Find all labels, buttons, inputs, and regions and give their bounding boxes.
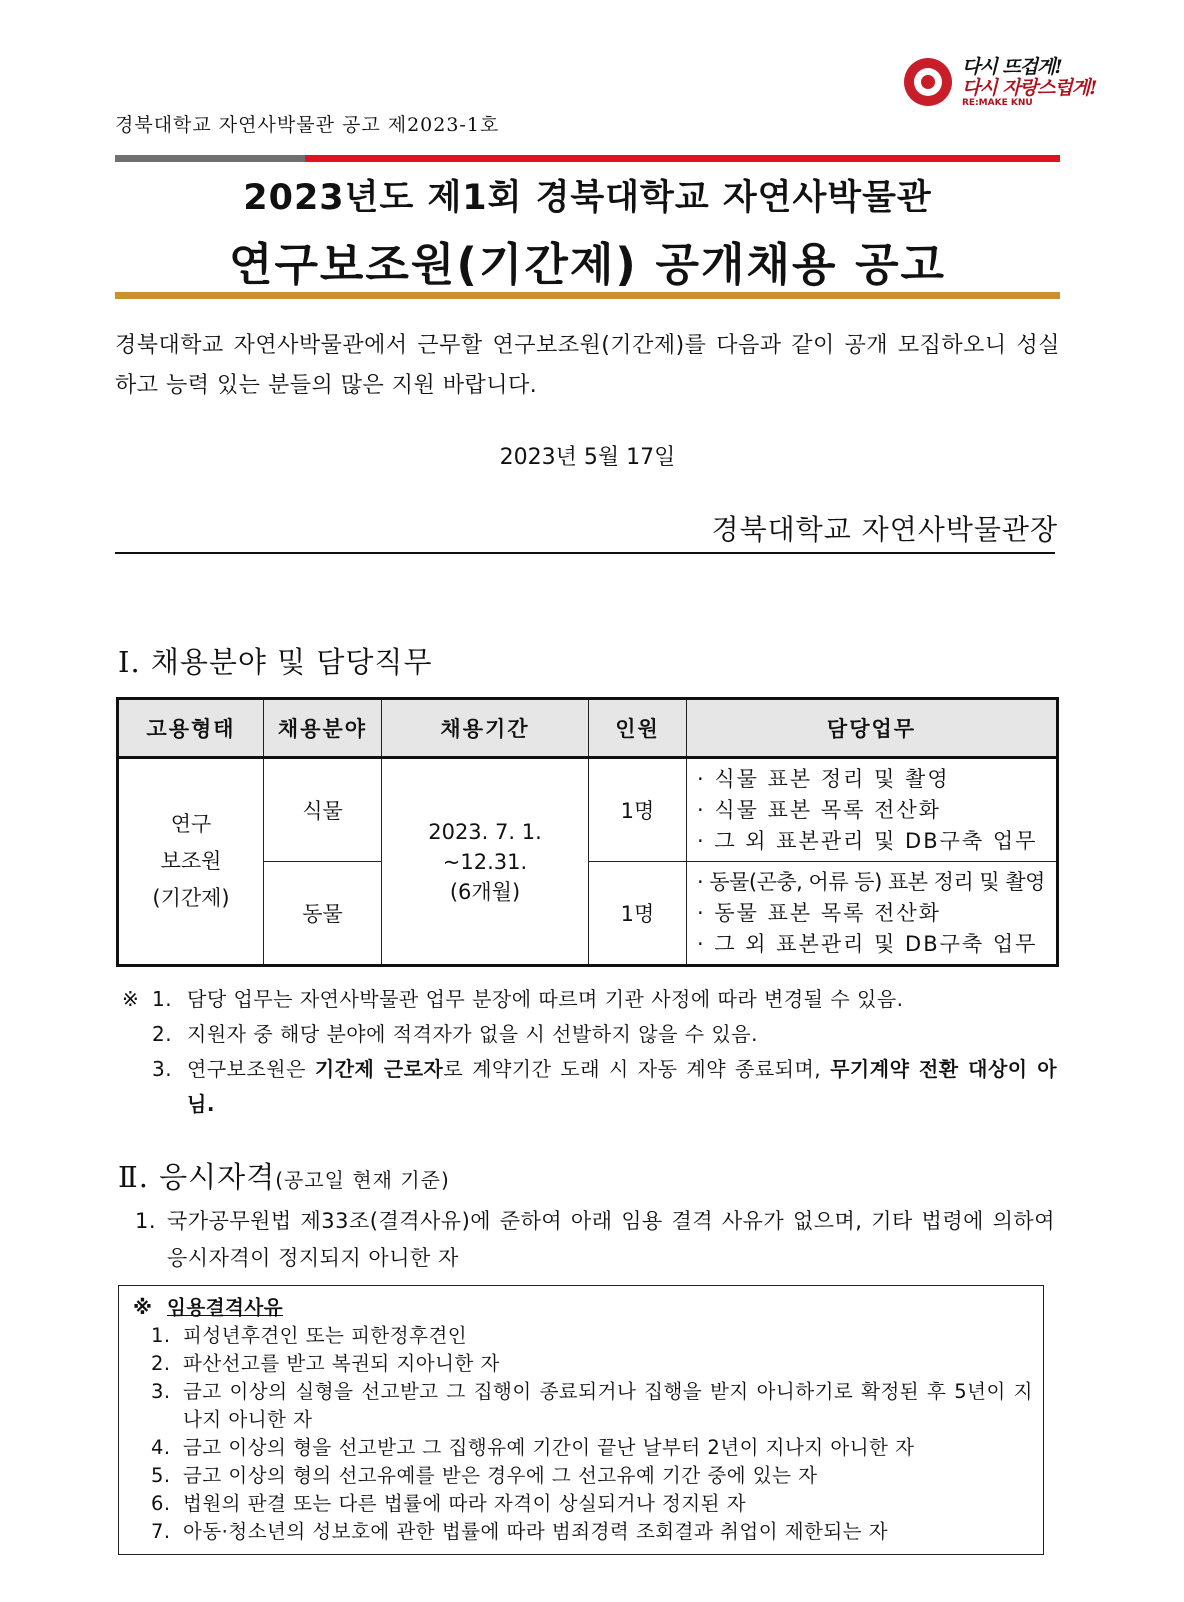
list-item: 7. 아동·청소년의 성보호에 관한 법률에 따라 범죄경력 조회결과 취업이 제한되는 자	[151, 1520, 889, 1543]
note-item	[122, 1052, 1057, 1122]
disqualification-box	[118, 1285, 1044, 1555]
employment-type-line: (기간제)	[152, 886, 230, 910]
qualification-item	[135, 1203, 1055, 1277]
logo-slogan-line1: 다시 뜨겁게!	[962, 56, 1062, 78]
university-seal-icon	[904, 58, 952, 106]
title-line2: 연구보조원(기간제) 공개채용 공고	[228, 238, 947, 291]
list-item: 5. 금고 이상의 형의 선고유예를 받은 경우에 그 선고유예 기간 중에 있는 자	[151, 1464, 818, 1487]
note-text: 지원자 중 해당 분야에 적격자가 없을 시 선발하지 않을 수 있음.	[187, 1022, 758, 1046]
note-item	[122, 1017, 1057, 1052]
list-item: 4. 금고 이상의 형을 선고받고 그 집행유예 기간이 끝난 날부터 2년이 지나지 아니한 자	[151, 1436, 915, 1459]
list-item: 6. 법원의 판결 또는 다른 법률에 따라 자격이 상실되거나 정지된 자	[151, 1492, 747, 1515]
duty-item: · 그 외 표본관리 및 DB구축 업무	[697, 828, 1038, 853]
table-row	[118, 758, 1058, 862]
duty-item: · 동물(곤충, 어류 등) 표본 정리 및 촬영	[697, 869, 1045, 894]
note-mark: ※	[122, 987, 140, 1011]
field-cell: 동물	[264, 862, 382, 966]
table-notes	[122, 982, 1057, 1122]
note-number: 3.	[152, 1057, 173, 1081]
duty-item: · 동물 표본 목록 전산화	[697, 900, 941, 925]
employment-type-line: 보조원	[160, 849, 222, 873]
list-item: 3. 금고 이상의 실형을 선고받고 그 집행이 종료되거나 집행을 받지 아니하기로 확정된 후 5년이 지나지 아니한 자	[151, 1380, 1033, 1431]
signature: 경북대학교 자연사박물관장	[711, 513, 1058, 546]
header-count: 인원	[589, 699, 687, 758]
qualification-text: 국가공무원법 제33조(결격사유)에 준하여 아래 임용 결격 사유가 없으며, 기타 법령에 의하여 응시자격이 정지되지 아니한 자	[167, 1209, 1055, 1270]
duties-cell	[687, 862, 1058, 966]
header-bar-red	[305, 155, 1060, 162]
period-line: 2023. 7. 1. ~12.31.	[428, 819, 542, 874]
duty-item: · 식물 표본 목록 전산화	[697, 797, 941, 822]
section2-heading-note: (공고일 현재 기준)	[275, 1168, 450, 1192]
logo-slogan-line2: 다시 자랑스럽게!	[962, 77, 1097, 99]
count-cell: 1명	[589, 758, 687, 862]
qualification-number: 1.	[135, 1209, 157, 1233]
note-text: 담당 업무는 자연사박물관 업무 분장에 따르며 기관 사정에 따라 변경될 수 있음.	[187, 987, 904, 1011]
notice-date: 2023년 5월 17일	[499, 445, 676, 470]
note-text: 연구보조원은 기간제 근로자로 계약기간 도래 시 자동 계약 종료되며, 무기계약 전환 대상이 아님.	[187, 1057, 1058, 1116]
header-duties: 담당업무	[687, 699, 1058, 758]
divider	[115, 552, 1055, 554]
period-cell	[382, 758, 589, 966]
table-header-row	[118, 699, 1058, 758]
note-emphasis: 기간제 근로자	[314, 1057, 444, 1081]
title-underline-bar	[115, 292, 1060, 299]
period-line: (6개월)	[449, 879, 521, 904]
title-line1: 2023년도 제1회 경북대학교 자연사박물관	[243, 178, 932, 218]
duties-cell	[687, 758, 1058, 862]
note-item	[122, 982, 1057, 1017]
list-item: 1. 피성년후견인 또는 피한정후견인	[151, 1324, 468, 1347]
count-cell: 1명	[589, 862, 687, 966]
field-cell: 식물	[264, 758, 382, 862]
jobs-table	[116, 697, 1059, 967]
header-period: 채용기간	[382, 699, 589, 758]
list-item: 2. 파산선고를 받고 복권되 지아니한 자	[151, 1352, 500, 1375]
university-logo	[904, 48, 1097, 118]
disqualification-title: ※ 임용결격사유	[133, 1296, 284, 1319]
employment-type-line: 연구	[170, 812, 212, 836]
employment-type-cell	[118, 758, 264, 966]
header-bar-grey	[115, 155, 305, 162]
intro-paragraph: 경북대학교 자연사박물관에서 근무할 연구보조원(기간제)를 다음과 같이 공개 모집하오니 성실하고 능력 있는 분들의 많은 지원 바랍니다.	[115, 333, 1060, 398]
duty-item: · 그 외 표본관리 및 DB구축 업무	[697, 931, 1038, 956]
note-number: 1.	[152, 987, 173, 1011]
duty-item: · 식물 표본 정리 및 촬영	[697, 766, 950, 791]
header-field: 채용분야	[264, 699, 382, 758]
section1-heading: Ⅰ. 채용분야 및 담당직무	[118, 645, 433, 679]
note-emphasis: 무기계약 전환 대상이 아님.	[187, 1057, 1058, 1116]
notice-number: 경북대학교 자연사박물관 공고 제2023-1호	[115, 114, 500, 136]
logo-tag: RE:MAKE KNU	[962, 98, 1033, 108]
note-number: 2.	[152, 1022, 173, 1046]
header-employment-type: 고용형태	[118, 699, 264, 758]
section2-heading: Ⅱ. 응시자격(공고일 현재 기준)	[118, 1160, 450, 1194]
